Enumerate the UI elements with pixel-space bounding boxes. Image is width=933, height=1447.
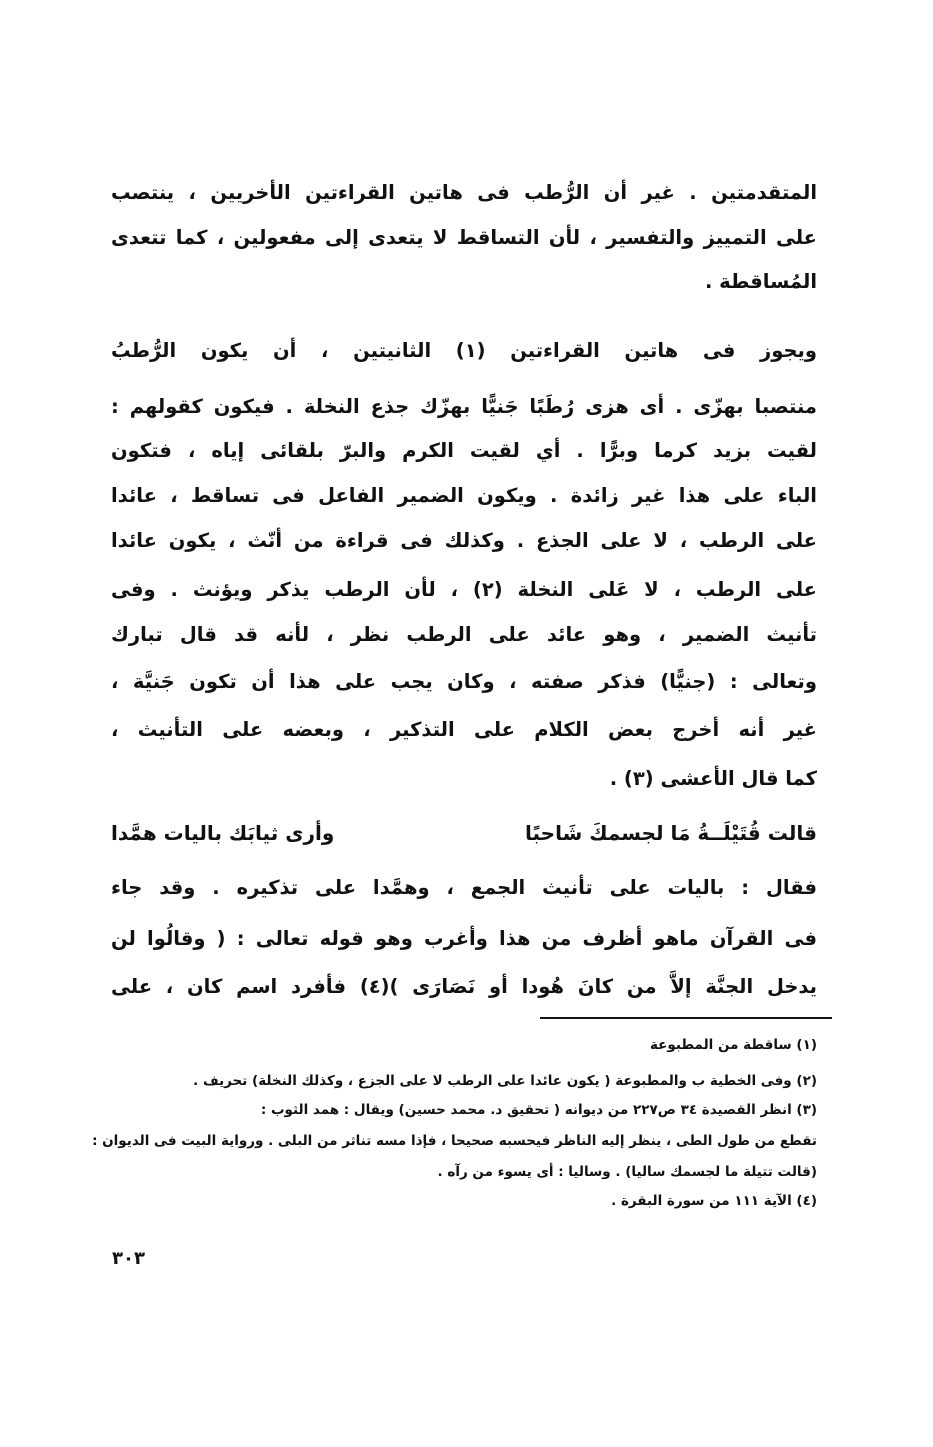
verse-second-hemistich: وأرى ثيابَك باليات همَّدا — [111, 821, 335, 845]
text-line: المتقدمتين . غير أن الرُّطب فى هاتين القراءتين الأخريين ، ينتصب — [111, 181, 817, 204]
footnote-separator — [540, 1017, 832, 1019]
footnote: (٤) الآية ١١١ من سورة البقرة . — [611, 1193, 817, 1209]
footnote: (قالت تتيلة ما لجسمك ساليا) . وساليا : أى يسوء من رآه . — [437, 1164, 817, 1180]
text-line: كما قال الأعشى (٣) . — [609, 767, 817, 790]
footnote: (٣) انظر القصيدة ٣٤ ص٢٢٧ من ديوانه ( تحقيق د. محمد حسين) ويقال : همد الثوب : — [260, 1102, 817, 1118]
text-line: وتعالى : (جنيًّا) فذكر صفته ، وكان يجب على هذا أن تكون جَنيَّة ، — [111, 670, 817, 693]
text-line: لقيت بزيد كرما وبرًّا . أي لقيت الكرم والبرّ بلقائى إياه ، فتكون — [111, 439, 817, 462]
text-line: فقال : باليات على تأنيث الجمع ، وهمَّدا على تذكيره . وقد جاء — [111, 876, 817, 899]
footnote: (١) ساقطة من المطبوعة — [649, 1037, 817, 1053]
text-line: يدخل الجنَّة إلاَّ من كانَ هُودا أو نَصَارَى )(٤) فأفرد اسم كان ، على — [111, 975, 817, 998]
text-line: منتصبا بهزّى . أى هزى رُطَبًا جَنيًّا بهزّك جذع النخلة . فيكون كقولهم : — [111, 395, 817, 418]
text-line: ويجوز فى هاتين القراءتين (١) الثانيتين ، أن يكون الرُّطبُ — [111, 339, 817, 362]
text-line: على الرطب ، لا عَلى النخلة (٢) ، لأن الرطب يذكر ويؤنث . وفى — [111, 578, 817, 601]
text-line: على الرطب ، لا على الجذع . وكذلك فى قراءة من أنّث ، يكون عائدا — [111, 529, 817, 552]
text-line: فى القرآن ماهو أظرف من هذا وأغرب وهو قوله تعالى : ( وقالُوا لن — [111, 927, 817, 950]
text-line: الباء على هذا غير زائدة . ويكون الضمير الفاعل فى تساقط ، عائدا — [111, 484, 817, 507]
text-line: على التمييز والتفسير ، لأن التساقط لا يتعدى إلى مفعولين ، كما تتعدى — [111, 226, 817, 249]
footnote: (٢) وفى الخطية ب والمطبوعة ( يكون عائدا على الرطب لا على الجزع ، وكذلك النخلة) تحريف . — [193, 1073, 817, 1089]
verse-first-hemistich: قالت قُتَيْلَــةُ مَا لجسمكَ شَاحبًا — [525, 821, 817, 845]
text-line: تأنيث الضمير ، وهو عائد على الرطب نظر ، لأنه قد قال تبارك — [111, 623, 817, 646]
text-line: المُساقطة . — [704, 270, 817, 293]
text-line: غير أنه أخرج بعض الكلام على التذكير ، وبعضه على التأنيث ، — [111, 718, 817, 741]
poetry-verse — [111, 816, 817, 850]
page-number: ٣٠٣ — [112, 1248, 145, 1269]
footnote: تقطع من طول الطى ، ينظر إليه الناظر فيحسبه صحيحا ، فإذا مسه تناثر من البلى . ورواية البيت فى الديوان : — [92, 1133, 817, 1149]
